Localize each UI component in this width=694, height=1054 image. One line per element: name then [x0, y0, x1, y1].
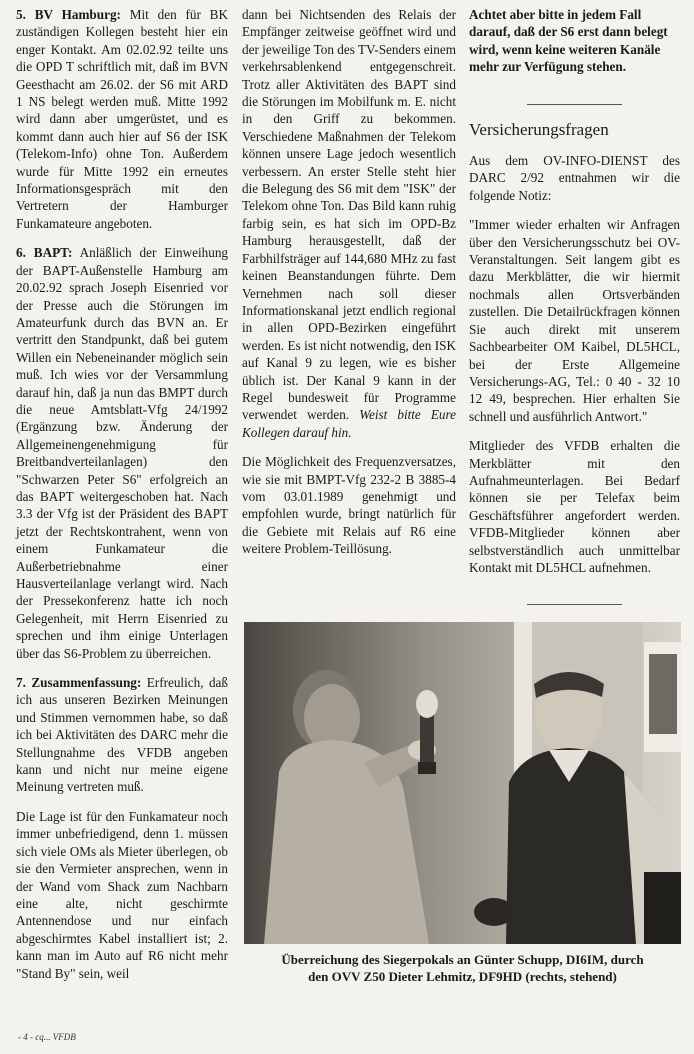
section-label-bv-hamburg: 5. BV Hamburg:	[16, 7, 121, 22]
text-column-left	[16, 6, 228, 994]
page-footer: - 4 - cq... VFDB	[18, 1032, 76, 1042]
paragraph-lage: Die Lage ist für den Funkamateur noch immer unbefriedigend, denn 1. müssen sich viele OMs als Mieter überlegen, ob sie den Vermieter ansprechen, wenn in der Wand vom Shack zum Nachbarn eine alte, nicht geschirmte Antennendose und nur einfach abgeschirmtes Kabel installiert ist; 2. kann man im Auto auf R6 nicht mehr "Stand By" sein, weil	[16, 808, 228, 981]
section-label-bapt: 6. BAPT:	[16, 245, 73, 261]
paragraph-bv-hamburg	[16, 6, 228, 232]
paragraph-text: Mit den für BK zuständigen Kollegen besteht hier ein enger Kontakt. Am 02.02.92 teilte uns die OPD T schriftlich mit, daß im BVN Geesthacht am 26.02. der S6 mit ARD 1 NS belegt werden muß. Mitte 1992 wird dann aber umgerüstet, und es kommt dann auch hier auf S6 der ISK (Telekom-Info) ohne Ton. Außerdem wurde für Mitte 1992 ein erneutes Informationsgespräch mit den Vertretern der Hamburger Funkamateure angeboten.	[16, 7, 228, 231]
bold-notice: Achtet aber bitte in jedem Fall darauf, daß der S6 erst dann belegt wird, wenn keine weiteren Kanäle mehr zur Verfügung stehen.	[469, 7, 668, 75]
italic-appeal: Weist bitte Eure Kollegen darauf hin.	[242, 407, 457, 440]
photo-caption	[244, 951, 681, 985]
paragraph-mobilfunk	[242, 6, 456, 441]
photo-trophy-presentation	[244, 622, 681, 944]
paragraph-frequenzversatz: Die Möglichkeit des Frequenzversatzes, wie sie mit BMPT-Vfg 232-2 B 3885-4 vom 03.01.1989 genehmigt und empfohlen wurde, bringt natürlich für die Gebiete mit Relais auf R6 eine weitere Problem-Teillösung.	[242, 454, 456, 557]
paragraph-text: dann bei Nichtsenden des Relais der Empfänger zeitweise geöffnet wird und der jeweilige Ton des TV-Senders einem verkehrsablenkend entgegenschreit. Trotz aller Aktivitäten des BAPT sind die Störungen im Mobilfunk m. E. nicht in den Griff zu bekommen. Verschiedene Maßnahmen der Telekom können unsere Lage jedoch wesentlich verbessern. An erster Stelle steht hier die Belegung des S6 mit dem "ISK" der Telekom ohne Ton. Das Bild kann ruhig farbig sein, es hat sich im OPD-Bz Hamburg herausgestellt, daß der Farbhilfsträger auf 144,680 MHz zu fast keinen Beanstandungen führte. Dem Vernehmen nach soll dieser Informationskanal jetzt endlich regional in allen OPD-Bezirken eingeführt werden. Es ist nicht notwendig, den ISK auf Kanal 9 zu legen, wie es bisher üblich ist. Der Kanal 9 kann in der Regel bundesweit für Programme verwendet werden.	[242, 7, 456, 423]
paragraph-quote: "Immer wieder erhalten wir Anfragen über den Versicherungsschutz bei OV-Veranstaltungen. Seit langem gibt es dazu Merkblätter, die wir hiermit nochmals allen Ortsverbänden zustellen. Die Detailrückfragen können Sie auch direkt mit unserem Sachbearbeiter OM Kaibel, DL5HCL, bei der Erste Allgemeine Versicherungs-AG, Tel.: 0 40 - 32 10 12 49, besprechen. Hier erhalten Sie schnell und ausführlich Antwort."	[469, 217, 680, 424]
paragraph-bapt	[16, 244, 228, 662]
paragraph-text: Anläßlich der Einweihung der BAPT-Außenstelle Hamburg am 20.02.92 sprach Joseph Eisenried vor der Presse auch die Störungen im Amateurfunk durch das BVN an. Er vertritt den Standpunkt, daß bei gutem Willen ein Nebeneinander möglich sein muß. Ich wies vor der Versammlung darauf hin, daß ja nun das BMPT durch die neue Amtsblatt-Vfg 24/1992 (Ergänzung bzw. Änderung der Allgemeinengenehmigung für Breitbandverteilanlagen) den "Schwarzen Peter S6" erfolgreich an das BAPT weitergeschoben hat. Nach 3.3 der Vfg ist der Präsident des BAPT jetzt der Rechtskontrahent, wenn von einem Funkamateur die Außerbetriebnahme einer Hausverteilanlage verlangt wird. Nach der Pressekonferenz hatte ich noch Gelegenheit, mit Herrn Eisenried zu sprechen und ihm einige Unterlagen über das S6-Problem zu überreichen.	[16, 245, 229, 661]
text-column-right	[469, 6, 680, 621]
paragraph-text: Erfreulich, daß ich aus unseren Bezirken Meinungen und Stimmen vernommen habe, so daß ich bei Aktivitäten des DARC mehr die Stellungnahme des VFDB angeben kann und nicht nur meine eigene Meinung vertreten muß.	[16, 675, 228, 795]
caption-line: Überreichung des Siegerpokals an Günter Schupp, DI6IM, durch	[281, 952, 644, 967]
section-label-zusammenfassung: 7. Zusammenfassung:	[16, 675, 142, 691]
section-divider	[527, 104, 622, 105]
paragraph-zusammenfassung	[16, 674, 228, 796]
photo-illustration	[244, 622, 681, 944]
caption-line: den OVV Z50 Dieter Lehmitz, DF9HD (rechts, stehend)	[308, 969, 617, 984]
section-divider	[527, 604, 622, 605]
text-column-middle	[242, 6, 456, 570]
paragraph-ov-info: Aus dem OV-INFO-DIENST des DARC 2/92 entnahmen wir die folgende Notiz:	[469, 153, 680, 203]
section-heading-versicherungsfragen: Versicherungsfragen	[469, 119, 609, 139]
paragraph-mitglieder: Mitglieder des VFDB erhalten die Merkblätter mit den Aufnahmeunterlagen. Bei Bedarf können sie per Telefax beim Geschäftsführer angefordert werden. VFDB-Mitglieder können aber selbstverständlich auch unmittelbar Kontakt mit DL5HCL aufnehmen.	[469, 438, 680, 575]
